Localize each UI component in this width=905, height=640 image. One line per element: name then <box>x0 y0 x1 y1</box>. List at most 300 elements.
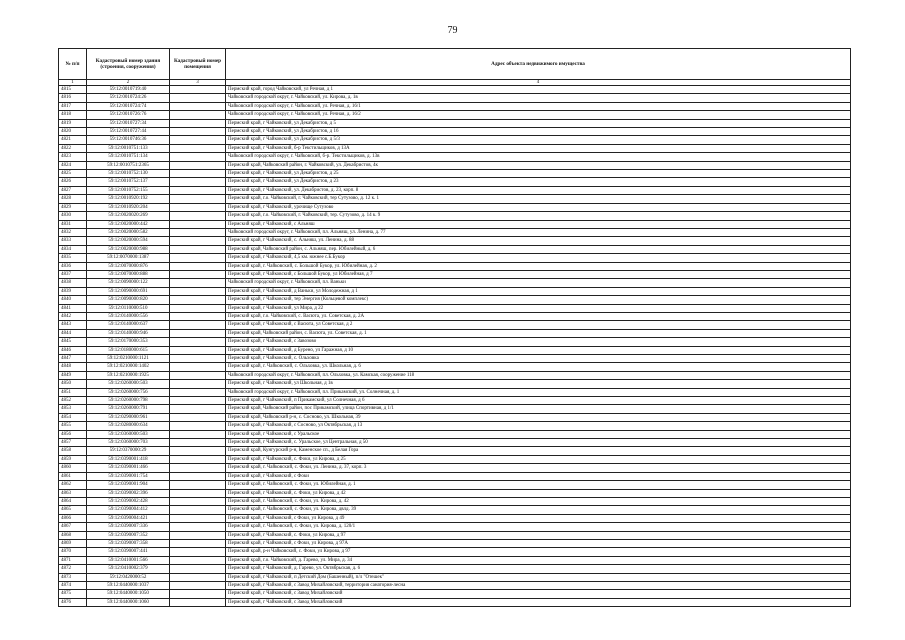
row-number: 4846 <box>59 346 87 354</box>
row-number: 4875 <box>59 590 87 598</box>
address-cell: Пермский край, Чайковский район, пос Прикамский, улица Спортивная, д 1/1 <box>226 405 851 413</box>
cadastral-building-number: 59:12:0280000:634 <box>87 422 170 430</box>
address-cell: Пермский край, г Чайковский, д. Гарево, ул. Октябрьская, д. 6 <box>226 565 851 573</box>
table-row <box>59 203 851 211</box>
row-number: 4851 <box>59 388 87 396</box>
cadastral-building-number: 59:12:0210000:1925 <box>87 371 170 379</box>
cadastral-room-number <box>170 220 226 228</box>
address-cell: Чайковский городской округ, г. Чайковский, пл. Альняш, ул. Ленина, д. 77 <box>226 228 851 236</box>
cadastral-building-number: 59:12:0390007:336 <box>87 523 170 531</box>
cadastral-room-number <box>170 489 226 497</box>
table-row <box>59 102 851 110</box>
cadastral-room-number <box>170 237 226 245</box>
row-number: 4844 <box>59 329 87 337</box>
row-number: 4873 <box>59 573 87 581</box>
cadastral-building-number: 59:12:0070000:876 <box>87 262 170 270</box>
row-number: 4820 <box>59 128 87 136</box>
table-row <box>59 254 851 262</box>
table-row <box>59 94 851 102</box>
row-number: 4837 <box>59 270 87 278</box>
cadastral-building-number: 59:12:0070000:1387 <box>87 254 170 262</box>
cadastral-room-number <box>170 178 226 186</box>
table-row <box>59 279 851 287</box>
cadastral-room-number <box>170 455 226 463</box>
cadastral-room-number <box>170 245 226 253</box>
table-row <box>59 321 851 329</box>
cadastral-building-number: 59:12:0260000:798 <box>87 397 170 405</box>
row-number: 4855 <box>59 422 87 430</box>
cadastral-room-number <box>170 287 226 295</box>
cadastral-room-number <box>170 161 226 169</box>
table-row <box>59 262 851 270</box>
row-number: 4839 <box>59 287 87 295</box>
address-cell: Пермский край, г Чайковский, ул Декабристов, д 5 <box>226 119 851 127</box>
row-number: 4870 <box>59 548 87 556</box>
address-cell: Пермский край, г Чайковский, с Завод Михайловский <box>226 590 851 598</box>
header-num: № п/п <box>59 49 87 80</box>
address-cell: Пермский край, р-н Чайковский, с. Фоки, ул Кирова, д 97 <box>226 548 851 556</box>
cadastral-building-number: 59:12:0360000:503 <box>87 430 170 438</box>
row-number: 4840 <box>59 296 87 304</box>
row-number: 4849 <box>59 371 87 379</box>
table-row <box>59 523 851 531</box>
table-row <box>59 514 851 522</box>
row-number: 4819 <box>59 119 87 127</box>
table-row <box>59 153 851 161</box>
cadastral-building-number: 59:12:0010752:137 <box>87 178 170 186</box>
address-cell: Пермский край, г Чайковский, 4,5 км. южнее с.Б.Букор <box>226 254 851 262</box>
cadastral-room-number <box>170 439 226 447</box>
cadastral-building-number: 59:12:0010752:155 <box>87 186 170 194</box>
table-row <box>59 581 851 589</box>
column-number: 3 <box>170 80 226 86</box>
table-row <box>59 128 851 136</box>
cadastral-building-number: 59:12:0370000:29 <box>87 447 170 455</box>
table-row <box>59 237 851 245</box>
table-row <box>59 397 851 405</box>
cadastral-building-number: 59:12:0390007:358 <box>87 539 170 547</box>
cadastral-building-number: 59:12:0360000:703 <box>87 439 170 447</box>
cadastral-building-number: 59:12:0090000:122 <box>87 279 170 287</box>
address-cell: Пермский край, г Чайковский, ул Декабристов, д 23 <box>226 178 851 186</box>
column-number: 2 <box>87 80 170 86</box>
header-cadastral-building: Кадастровый номер здания (строения, сооружения) <box>87 49 170 80</box>
row-number: 4822 <box>59 144 87 152</box>
address-cell: Пермский край, г Чайковский, с Уральское <box>226 430 851 438</box>
address-cell: Чайковский городской округ, г. Чайковский, ул. Речная, д. 16/1 <box>226 102 851 110</box>
cadastral-building-number: 59:12:0010724:74 <box>87 102 170 110</box>
table-row <box>59 548 851 556</box>
cadastral-building-number: 59:12:0020000:988 <box>87 245 170 253</box>
address-cell: Чайковский городской округ, г. Чайковский, пл. Ваньки <box>226 279 851 287</box>
cadastral-room-number <box>170 153 226 161</box>
cadastral-room-number <box>170 590 226 598</box>
row-number: 4825 <box>59 170 87 178</box>
address-cell: Пермский край, г. Чайковский, с. Фоки, ул. Ленина, д. 37, корп. 3 <box>226 464 851 472</box>
address-cell: Пермский край, г Чайковский, ул Декабристов, д 16 <box>226 128 851 136</box>
cadastral-building-number: 59:12:0410002:379 <box>87 565 170 573</box>
row-number: 4876 <box>59 598 87 606</box>
cadastral-room-number <box>170 304 226 312</box>
row-number: 4836 <box>59 262 87 270</box>
row-number: 4864 <box>59 497 87 505</box>
table-row <box>59 212 851 220</box>
cadastral-building-number: 59:12:0290000:961 <box>87 413 170 421</box>
cadastral-building-number: 59:12:0210000:1121 <box>87 355 170 363</box>
table-row <box>59 531 851 539</box>
address-cell: Пермский край, Чайковский р-н, с. Сосново, ул. Школьная, 39 <box>226 413 851 421</box>
cadastral-room-number <box>170 388 226 396</box>
cadastral-room-number <box>170 212 226 220</box>
address-cell: Пермский край, г. Чайковский, с. Ольховка, ул. Школьная, д. 6 <box>226 363 851 371</box>
table-row <box>59 287 851 295</box>
address-cell: Пермский край, г. Чайковский, с. Фоки, ул. Кирова, д. 120/1 <box>226 523 851 531</box>
table-row <box>59 111 851 119</box>
address-cell: Пермский край, г Чайковский, с Фоки <box>226 472 851 480</box>
cadastral-building-number: 59:12:0410001:566 <box>87 556 170 564</box>
cadastral-room-number <box>170 321 226 329</box>
row-number: 4856 <box>59 430 87 438</box>
cadastral-room-number <box>170 413 226 421</box>
table-row <box>59 338 851 346</box>
address-cell: Чайковский городской округ, г. Чайковский, ул. Речная, д. 16/2 <box>226 111 851 119</box>
cadastral-building-number: 59:12:0420000:52 <box>87 573 170 581</box>
cadastral-room-number <box>170 464 226 472</box>
table-row <box>59 312 851 320</box>
cadastral-room-number <box>170 186 226 194</box>
cadastral-building-number: 59:12:0010751:2365 <box>87 161 170 169</box>
cadastral-building-number: 59:12:0390007:352 <box>87 531 170 539</box>
page-number: 79 <box>447 25 458 36</box>
cadastral-building-number: 59:12:0090000:820 <box>87 296 170 304</box>
row-number: 4869 <box>59 539 87 547</box>
table-body <box>59 86 851 607</box>
cadastral-building-number: 59:12:0390001:418 <box>87 455 170 463</box>
table-row <box>59 556 851 564</box>
row-number: 4862 <box>59 481 87 489</box>
address-cell: Чайковский городской округ, г. Чайковский, пл. Ольховка, ул. Камская, сооружение 118 <box>226 371 851 379</box>
column-number: 4 <box>226 80 851 86</box>
address-cell: Пермский край, г. Чайковский, с. Фоки, ул. Юбилейная, д. 1 <box>226 481 851 489</box>
cadastral-room-number <box>170 111 226 119</box>
row-number: 4828 <box>59 195 87 203</box>
row-number: 4842 <box>59 312 87 320</box>
address-cell: Пермский край, г Чайковский, с Васюта, ул Советская, д 2 <box>226 321 851 329</box>
header-address: Адрес объекта недвижимого имущества <box>226 49 851 80</box>
row-number: 4845 <box>59 338 87 346</box>
cadastral-building-number: 59:12:0020000:442 <box>87 220 170 228</box>
row-number: 4823 <box>59 153 87 161</box>
cadastral-building-number: 59:12:0090000:691 <box>87 287 170 295</box>
table-row <box>59 304 851 312</box>
cadastral-building-number: 59:12:0010727:34 <box>87 119 170 127</box>
address-cell: Пермский край, г Чайковский, ул Школьная, д 1в <box>226 380 851 388</box>
cadastral-building-number: 59:12:0140000:637 <box>87 321 170 329</box>
table-row <box>59 539 851 547</box>
row-number: 4841 <box>59 304 87 312</box>
row-number: 4852 <box>59 397 87 405</box>
cadastral-building-number: 59:12:0140000:556 <box>87 312 170 320</box>
cadastral-building-number: 59:12:0390001:466 <box>87 464 170 472</box>
table-row <box>59 178 851 186</box>
address-cell: Пермский край, г Чайковский, с Завод Михайловский, территория санатория-лесна <box>226 581 851 589</box>
address-cell: Пермский край, г Чайковский, б-р Текстильщиков, д 13А <box>226 144 851 152</box>
cadastral-room-number <box>170 430 226 438</box>
row-number: 4854 <box>59 413 87 421</box>
property-register-table <box>58 48 851 607</box>
cadastral-room-number <box>170 102 226 110</box>
address-cell: Пермский край, г Чайковский, с Завозово <box>226 338 851 346</box>
table-row <box>59 346 851 354</box>
cadastral-room-number <box>170 270 226 278</box>
cadastral-room-number <box>170 556 226 564</box>
address-cell: Пермский край, г.о. Чайковский, с. Васюта, ул. Советская, д. 2А <box>226 312 851 320</box>
cadastral-building-number: 59:12:0210000:1402 <box>87 363 170 371</box>
address-cell: Пермский край, г Чайковский, с Альняш <box>226 220 851 228</box>
cadastral-room-number <box>170 447 226 455</box>
cadastral-room-number <box>170 397 226 405</box>
address-cell: Пермский край, г Чайковский, с. Ольховка <box>226 355 851 363</box>
cadastral-building-number: 59:12:0020000:582 <box>87 228 170 236</box>
row-number: 4818 <box>59 111 87 119</box>
cadastral-room-number <box>170 514 226 522</box>
row-number: 4863 <box>59 489 87 497</box>
row-number: 4874 <box>59 581 87 589</box>
address-cell: Пермский край, г Чайковский, п Детский Дом (Башенный), п/л "Отешек" <box>226 573 851 581</box>
address-cell: Пермский край, г Чайковский, с. Фоки, ул Кирова, д 42 <box>226 489 851 497</box>
address-cell: Пермский край, г Чайковский, ул Декабристов, д 25 <box>226 170 851 178</box>
row-number: 4827 <box>59 186 87 194</box>
address-cell: Чайковский городской округ, г. Чайковский, б-р. Текстильщиков, д. 13в <box>226 153 851 161</box>
row-number: 4834 <box>59 245 87 253</box>
cadastral-building-number: 59:12:0140000:946 <box>87 329 170 337</box>
table-row <box>59 86 851 94</box>
table-row <box>59 371 851 379</box>
table-row <box>59 506 851 514</box>
cadastral-room-number <box>170 598 226 606</box>
cadastral-building-number: 59:12:0390001:754 <box>87 472 170 480</box>
table-row <box>59 270 851 278</box>
row-number: 4830 <box>59 212 87 220</box>
address-cell: Пермский край, г.о. Чайковский, г. Чайковский, тер Сутузово, д. 12 к. 1 <box>226 195 851 203</box>
column-number: 1 <box>59 80 87 86</box>
row-number: 4847 <box>59 355 87 363</box>
address-cell: Пермский край, г Чайковский, с Завод Михайловский <box>226 598 851 606</box>
cadastral-building-number: 59:12:0260000:756 <box>87 388 170 396</box>
table-row <box>59 590 851 598</box>
cadastral-room-number <box>170 531 226 539</box>
row-number: 4866 <box>59 514 87 522</box>
address-cell: Пермский край, Кунгурский р-н, Каменское сп., д Белая Гора <box>226 447 851 455</box>
cadastral-building-number: 59:12:0010726:76 <box>87 111 170 119</box>
cadastral-room-number <box>170 338 226 346</box>
address-cell: Пермский край, г Чайковский, ул Мира, д 22 <box>226 304 851 312</box>
address-cell: Пермский край, г Чайковский, д Бурено, ул Гаражная, д 10 <box>226 346 851 354</box>
table-row <box>59 119 851 127</box>
address-cell: Пермский край, г Чайковский, с Сосново, ул Октябрьская, д 13 <box>226 422 851 430</box>
row-number: 4832 <box>59 228 87 236</box>
address-cell: Чайковский городской округ, г. Чайковский, пл. Прикамский, ул. Солнечная, д. 1 <box>226 388 851 396</box>
cadastral-building-number: 59:12:0010751:133 <box>87 144 170 152</box>
table-row <box>59 245 851 253</box>
table-row <box>59 455 851 463</box>
cadastral-room-number <box>170 128 226 136</box>
header-cadastral-room: Кадастровый номер помещения <box>170 49 226 80</box>
cadastral-building-number: 59:12:0010920:192 <box>87 195 170 203</box>
table-row <box>59 228 851 236</box>
cadastral-building-number: 59:12:0390004:412 <box>87 506 170 514</box>
address-cell: Пермский край, г Чайковский, п Прикамский, ул Солнечная, д 6 <box>226 397 851 405</box>
row-number: 4824 <box>59 161 87 169</box>
address-cell: Пермский край, г Чайковский, д Ваньки, ул Молодежная, д 1 <box>226 287 851 295</box>
table-row <box>59 170 851 178</box>
address-cell: Пермский край, г Чайковский, с. Альняш, ул. Ленина, д. 88 <box>226 237 851 245</box>
row-number: 4872 <box>59 565 87 573</box>
row-number: 4826 <box>59 178 87 186</box>
table-row <box>59 363 851 371</box>
cadastral-room-number <box>170 573 226 581</box>
row-number: 4838 <box>59 279 87 287</box>
table-row <box>59 355 851 363</box>
cadastral-building-number: 59:12:0390002:428 <box>87 497 170 505</box>
cadastral-building-number: 59:12:0180000:615 <box>87 346 170 354</box>
row-number: 4871 <box>59 556 87 564</box>
address-cell: Пермский край, г Чайковский, с. Фоки, ул Кирова, д 25 <box>226 455 851 463</box>
table-row <box>59 439 851 447</box>
address-cell: Пермский край, г. Чайковский, с. Большой Букор, ул. Юбилейная, д. 2 <box>226 262 851 270</box>
row-number: 4815 <box>59 86 87 94</box>
cadastral-room-number <box>170 262 226 270</box>
address-cell: Пермский край, Чайковский район, с. Васюта, ул. Советская, д. 1 <box>226 329 851 337</box>
table-row <box>59 481 851 489</box>
row-number: 4868 <box>59 531 87 539</box>
cadastral-room-number <box>170 355 226 363</box>
table-row <box>59 186 851 194</box>
address-cell: Пермский край, г Чайковский, тер Энергия (Кольцевой комплекс) <box>226 296 851 304</box>
cadastral-room-number <box>170 144 226 152</box>
address-cell: Пермский край, г.о. Чайковский, д. Гарево, ул. Мира, д. 34 <box>226 556 851 564</box>
address-cell: Пермский край, Чайковский район, с. Альняш, пер. Юбилейный, д. 6 <box>226 245 851 253</box>
address-cell: Пермский край, г Чайковский, с. Уральское, ул Центральная, д 50 <box>226 439 851 447</box>
cadastral-building-number: 59:12:0390004:421 <box>87 514 170 522</box>
cadastral-room-number <box>170 170 226 178</box>
cadastral-building-number: 59:12:0440000:1037 <box>87 581 170 589</box>
row-number: 4843 <box>59 321 87 329</box>
row-number: 4858 <box>59 447 87 455</box>
row-number: 4817 <box>59 102 87 110</box>
table-row <box>59 464 851 472</box>
table-row <box>59 136 851 144</box>
table-row <box>59 195 851 203</box>
cadastral-building-number: 59:12:0010724:26 <box>87 94 170 102</box>
row-number: 4857 <box>59 439 87 447</box>
table-row <box>59 565 851 573</box>
row-number: 4835 <box>59 254 87 262</box>
table-row <box>59 405 851 413</box>
table-row <box>59 422 851 430</box>
cadastral-room-number <box>170 346 226 354</box>
cadastral-building-number: 59:12:0010746:36 <box>87 136 170 144</box>
row-number: 4833 <box>59 237 87 245</box>
row-number: 4860 <box>59 464 87 472</box>
cadastral-room-number <box>170 548 226 556</box>
cadastral-room-number <box>170 422 226 430</box>
table-row <box>59 430 851 438</box>
table-row <box>59 447 851 455</box>
cadastral-room-number <box>170 329 226 337</box>
cadastral-building-number: 59:12:0010752:130 <box>87 170 170 178</box>
table-row <box>59 573 851 581</box>
cadastral-building-number: 59:12:0390001:904 <box>87 481 170 489</box>
cadastral-building-number: 59:12:0390002:396 <box>87 489 170 497</box>
cadastral-room-number <box>170 136 226 144</box>
row-number: 4850 <box>59 380 87 388</box>
cadastral-room-number <box>170 472 226 480</box>
address-cell: Пермский край, г Чайковский, с. Фоки, ул Кирова, д 97 <box>226 531 851 539</box>
row-number: 4831 <box>59 220 87 228</box>
address-cell: Пермский край, г Чайковский, ул Декабристов, д 5/3 <box>226 136 851 144</box>
cadastral-building-number: 59:12:0070000:888 <box>87 270 170 278</box>
cadastral-building-number: 59:12:0170000:353 <box>87 338 170 346</box>
cadastral-room-number <box>170 296 226 304</box>
cadastral-room-number <box>170 363 226 371</box>
cadastral-room-number <box>170 195 226 203</box>
address-cell: Пермский край, г.о. Чайковский, г. Чайковский, тер. Сутузово, д. 14 к. 9 <box>226 212 851 220</box>
cadastral-building-number: 59:12:0260000:791 <box>87 405 170 413</box>
table-row <box>59 413 851 421</box>
cadastral-room-number <box>170 481 226 489</box>
table-row <box>59 388 851 396</box>
cadastral-room-number <box>170 228 226 236</box>
row-number: 4821 <box>59 136 87 144</box>
cadastral-room-number <box>170 405 226 413</box>
address-cell: Пермский край, г. Чайковский, с. Фоки, ул. Кирова, двлд. 39 <box>226 506 851 514</box>
table-row <box>59 472 851 480</box>
row-number: 4861 <box>59 472 87 480</box>
table-row <box>59 161 851 169</box>
address-cell: Пермский край, г Чайковский, с Фоки, ул Кирова, д 97А <box>226 539 851 547</box>
cadastral-room-number <box>170 539 226 547</box>
row-number: 4816 <box>59 94 87 102</box>
cadastral-building-number: 59:12:0440000:1050 <box>87 590 170 598</box>
cadastral-room-number <box>170 279 226 287</box>
cadastral-room-number <box>170 312 226 320</box>
row-number: 4853 <box>59 405 87 413</box>
cadastral-room-number <box>170 119 226 127</box>
cadastral-building-number: 59:12:0260000:503 <box>87 380 170 388</box>
cadastral-building-number: 59:12:0440000:1060 <box>87 598 170 606</box>
address-cell: Пермский край, Чайковский район, г. Чайковский, ул. Декабристов, 4к <box>226 161 851 169</box>
cadastral-room-number <box>170 565 226 573</box>
cadastral-room-number <box>170 371 226 379</box>
table-row <box>59 380 851 388</box>
address-cell: Чайковский городской округ, г. Чайковский, ул. Кирова, д. 1в <box>226 94 851 102</box>
cadastral-room-number <box>170 94 226 102</box>
address-cell: Пермский край, г Чайковский, урочище Сутузово <box>226 203 851 211</box>
address-cell: Пермский край, г Чайковский, ул. Декабристов, д. 23, корп. 8 <box>226 186 851 194</box>
row-number: 4829 <box>59 203 87 211</box>
cadastral-building-number: 59:12:0010727:44 <box>87 128 170 136</box>
table-row <box>59 220 851 228</box>
address-cell: Пермский край, г Чайковский, с Большой Букор, ул Юбилейная, д 7 <box>226 270 851 278</box>
cadastral-building-number: 59:12:0010920:204 <box>87 203 170 211</box>
cadastral-room-number <box>170 86 226 94</box>
cadastral-building-number: 59:12:0020000:594 <box>87 237 170 245</box>
cadastral-building-number: 59:12:0010719:40 <box>87 86 170 94</box>
cadastral-room-number <box>170 380 226 388</box>
row-number: 4848 <box>59 363 87 371</box>
cadastral-room-number <box>170 506 226 514</box>
